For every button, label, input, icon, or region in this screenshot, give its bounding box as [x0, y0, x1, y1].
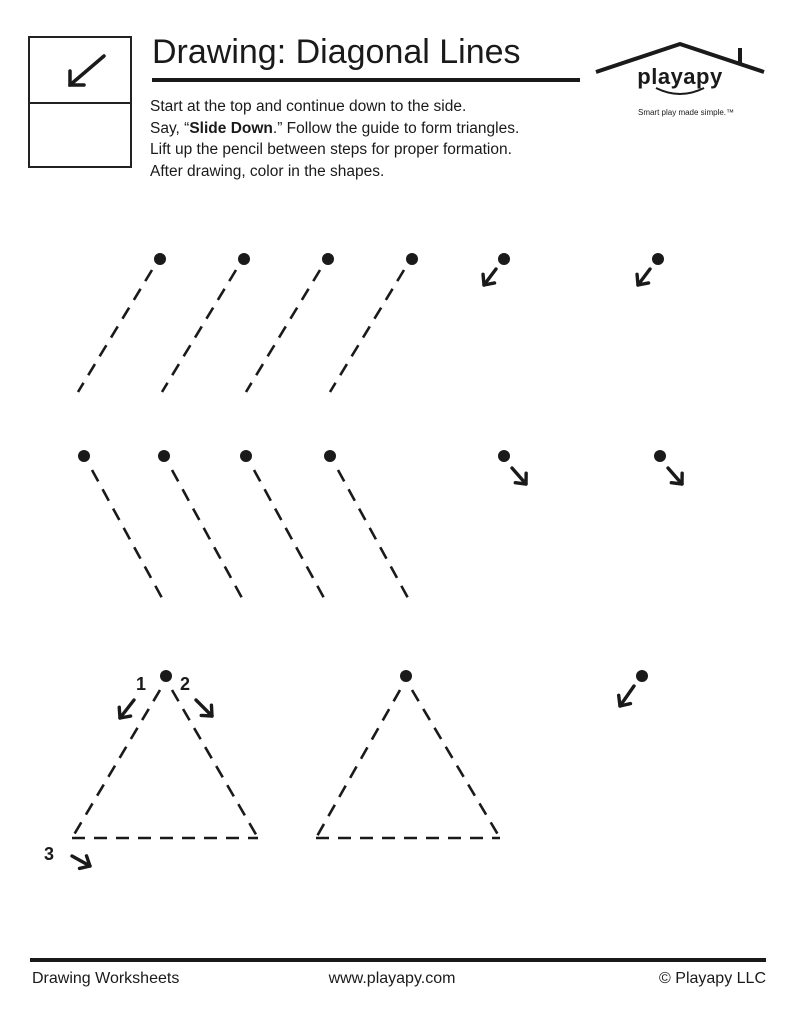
dashed-guide-line	[172, 470, 242, 598]
page-title: Drawing: Diagonal Lines	[152, 33, 521, 71]
triangle-section	[72, 670, 648, 838]
start-dot	[240, 450, 252, 462]
step-label-2: 2	[180, 674, 191, 694]
instruction-line-4: After drawing, color in the shapes.	[150, 162, 385, 180]
direction-arrow-icon	[619, 686, 634, 706]
start-dot	[154, 253, 166, 265]
instruction-line-1: Start at the top and continue down to the side.	[150, 98, 467, 115]
logo-wordmark: playapy	[637, 64, 723, 89]
direction-arrow-icon	[483, 269, 496, 285]
start-dot	[498, 450, 510, 462]
footer-title: Drawing Worksheets	[32, 970, 180, 987]
dashed-guide-line	[246, 270, 320, 392]
row-down-right	[78, 450, 682, 598]
step-label-1: 1	[136, 674, 147, 694]
start-dot	[78, 450, 90, 462]
start-dot	[400, 670, 412, 682]
start-dot	[406, 253, 418, 265]
start-dot	[238, 253, 250, 265]
footer-website: www.playapy.com	[328, 970, 456, 987]
start-dot	[654, 450, 666, 462]
dashed-guide-line	[92, 470, 162, 598]
dashed-guide-line	[254, 470, 324, 598]
dashed-guide-line	[78, 270, 152, 392]
start-dot	[158, 450, 170, 462]
instruction-keyword: Slide Down	[189, 119, 273, 137]
start-dot	[498, 253, 510, 265]
dashed-guide-line	[162, 270, 236, 392]
instruction-follow: .” Follow the guide to form triangles.	[272, 119, 520, 137]
direction-arrow-icon	[512, 468, 526, 484]
dashed-guide-line	[338, 470, 408, 598]
direction-arrow-icon	[196, 700, 212, 716]
footer-rule	[30, 958, 766, 962]
dashed-guide-line	[330, 270, 404, 392]
row-down-left	[78, 253, 664, 392]
triangle-right-side	[172, 690, 258, 838]
start-dot	[324, 450, 336, 462]
start-dot	[636, 670, 648, 682]
direction-arrow-icon	[72, 856, 90, 869]
instruction-line-3: Lift up the pencil between steps for proper formation.	[150, 141, 512, 158]
start-dot	[322, 253, 334, 265]
triangle-right-side	[412, 690, 500, 838]
logo-tagline: Smart play made simple.™	[637, 108, 735, 117]
triangle-left-side	[72, 690, 160, 838]
direction-arrow-icon	[637, 269, 650, 285]
direction-arrow-icon	[668, 468, 682, 484]
arrow-shaft	[196, 700, 212, 716]
start-dot	[652, 253, 664, 265]
start-dot	[160, 670, 172, 682]
instruction-say: Say, “	[150, 119, 190, 137]
direction-arrow-icon	[119, 700, 134, 718]
triangle-left-side	[316, 690, 400, 838]
step-label-3: 3	[44, 844, 55, 864]
footer-copyright: © Playapy LLC	[659, 970, 766, 987]
